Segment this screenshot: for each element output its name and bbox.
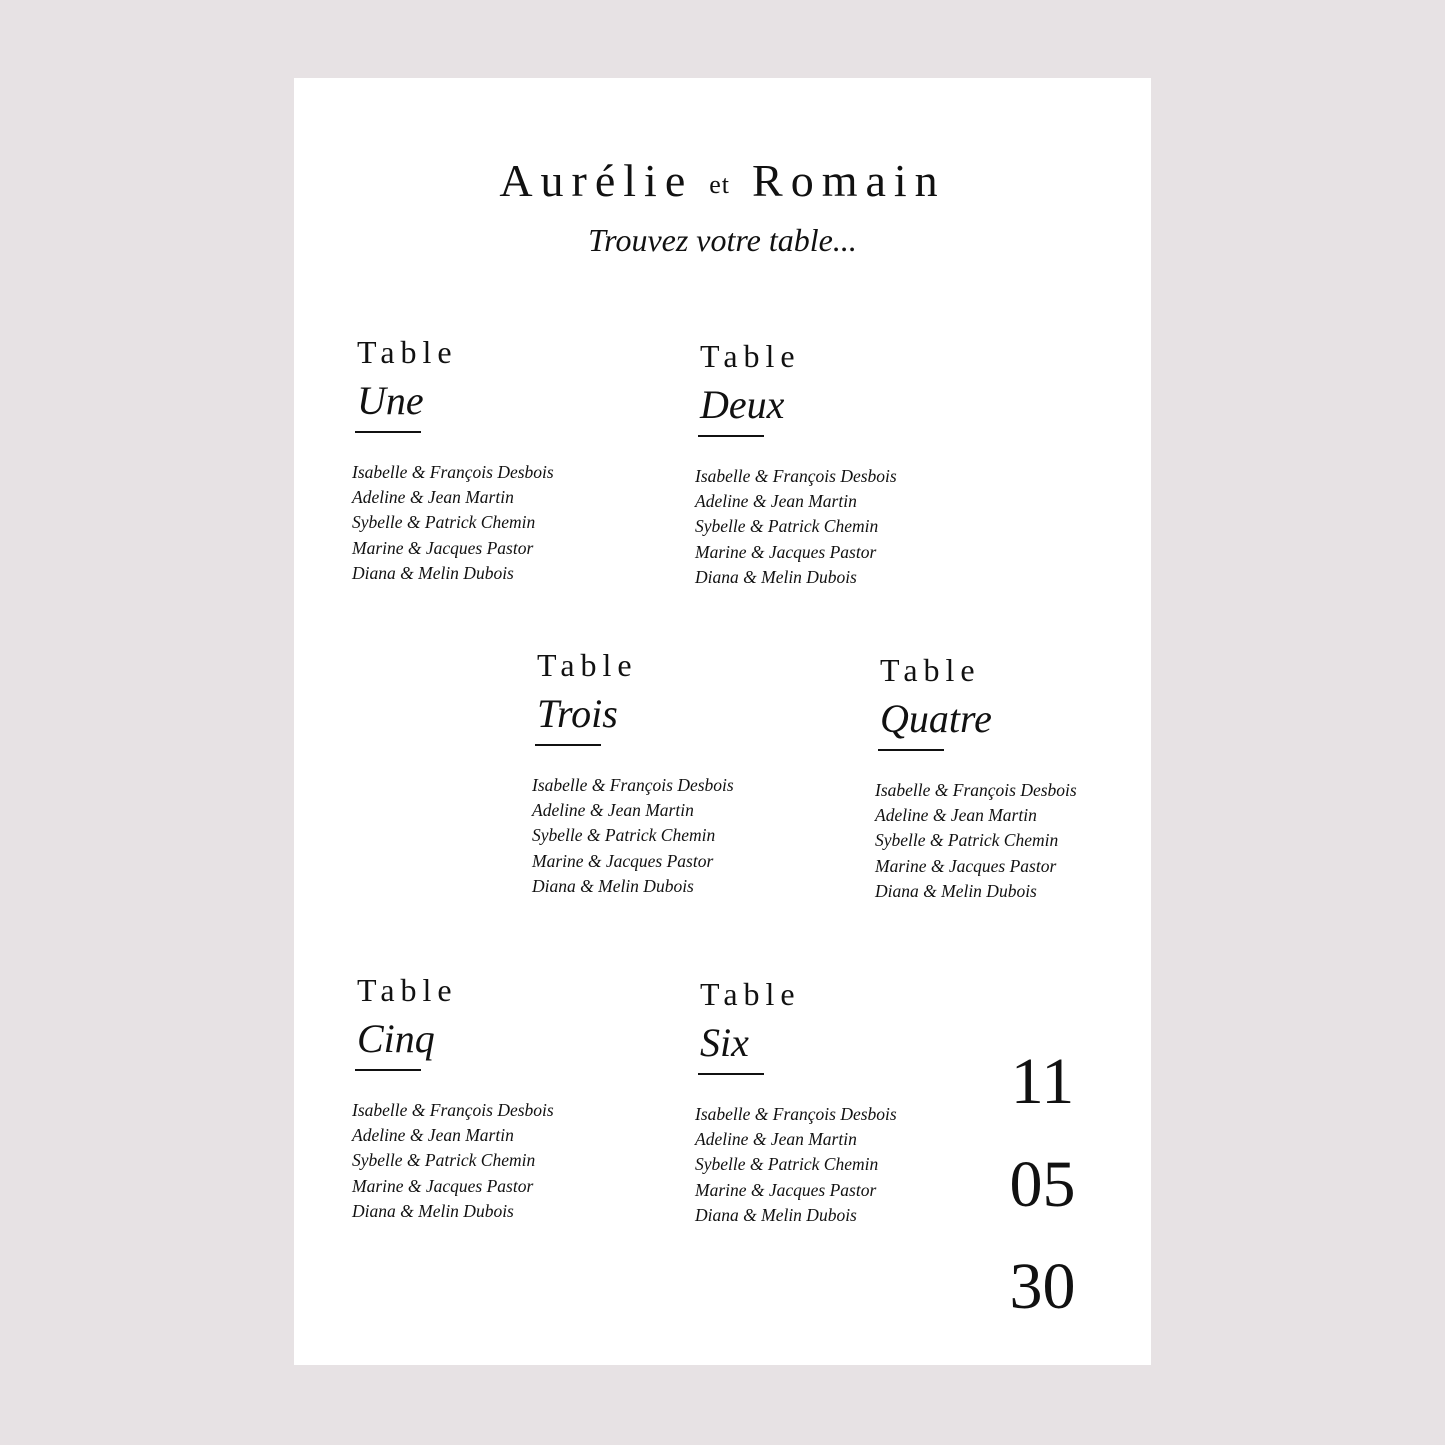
groom-name: Romain [752, 155, 946, 206]
table-name: Six [700, 1020, 749, 1065]
table-name: Quatre [880, 696, 992, 741]
guest-list [695, 464, 897, 590]
guest-entry: Diana & Melin Dubois [875, 880, 1037, 901]
guest-entry: Diana & Melin Dubois [352, 562, 514, 583]
couple-title [0, 148, 1445, 221]
guest-entry: Isabelle & François Desbois [695, 466, 897, 486]
guest-entry: Sybelle & Patrick Chemin [352, 1150, 536, 1171]
divider [355, 431, 421, 433]
guest-entry: Diana & Melin Dubois [695, 566, 857, 587]
guest-entry: Isabelle & François Desbois [352, 1100, 554, 1120]
date-month: 05 [1009, 1148, 1076, 1221]
table-label: Table [700, 338, 801, 374]
guest-entry: Adeline & Jean Martin [695, 491, 857, 512]
table-name: Cinq [357, 1016, 435, 1061]
divider [878, 749, 944, 751]
guest-entry: Sybelle & Patrick Chemin [695, 1154, 879, 1175]
table-label: Table [357, 334, 458, 370]
divider [698, 1073, 764, 1075]
divider [355, 1069, 421, 1071]
guest-entry: Adeline & Jean Martin [352, 487, 514, 508]
guest-list [532, 773, 734, 899]
guest-entry: Adeline & Jean Martin [352, 1125, 514, 1146]
guest-list [695, 1102, 897, 1228]
table-name: Trois [537, 691, 618, 736]
bride-name: Aurélie [499, 155, 694, 206]
guest-entry: Marine & Jacques Pastor [695, 541, 877, 562]
guest-entry: Diana & Melin Dubois [532, 875, 694, 896]
guest-entry: Marine & Jacques Pastor [532, 850, 714, 871]
guest-entry: Diana & Melin Dubois [352, 1200, 514, 1221]
table-name: Une [357, 378, 424, 423]
title-conjunction: et [709, 170, 731, 199]
guest-entry: Diana & Melin Dubois [695, 1204, 857, 1225]
guest-entry: Isabelle & François Desbois [532, 775, 734, 795]
guest-list [352, 1098, 554, 1224]
date-day: 11 [1010, 1045, 1075, 1118]
divider [535, 744, 601, 746]
guest-entry: Adeline & Jean Martin [875, 805, 1037, 826]
guest-entry: Sybelle & Patrick Chemin [352, 512, 536, 533]
page-subtitle: Trouvez votre table... [588, 222, 857, 258]
date-year: 30 [1009, 1250, 1076, 1323]
guest-list [352, 460, 554, 586]
table-name: Deux [700, 382, 785, 427]
guest-entry: Adeline & Jean Martin [695, 1129, 857, 1150]
guest-entry: Isabelle & François Desbois [875, 780, 1077, 800]
guest-entry: Sybelle & Patrick Chemin [695, 516, 879, 537]
guest-entry: Sybelle & Patrick Chemin [532, 825, 716, 846]
guest-entry: Isabelle & François Desbois [695, 1104, 897, 1124]
table-label: Table [357, 972, 458, 1008]
guest-entry: Isabelle & François Desbois [352, 462, 554, 482]
guest-entry: Marine & Jacques Pastor [352, 537, 534, 558]
guest-entry: Sybelle & Patrick Chemin [875, 830, 1059, 851]
guest-entry: Marine & Jacques Pastor [875, 855, 1057, 876]
guest-entry: Marine & Jacques Pastor [352, 1175, 534, 1196]
table-label: Table [880, 652, 981, 688]
guest-entry: Adeline & Jean Martin [532, 800, 694, 821]
guest-list [875, 778, 1077, 904]
table-label: Table [537, 647, 638, 683]
guest-entry: Marine & Jacques Pastor [695, 1179, 877, 1200]
divider [698, 435, 764, 437]
table-label: Table [700, 976, 801, 1012]
